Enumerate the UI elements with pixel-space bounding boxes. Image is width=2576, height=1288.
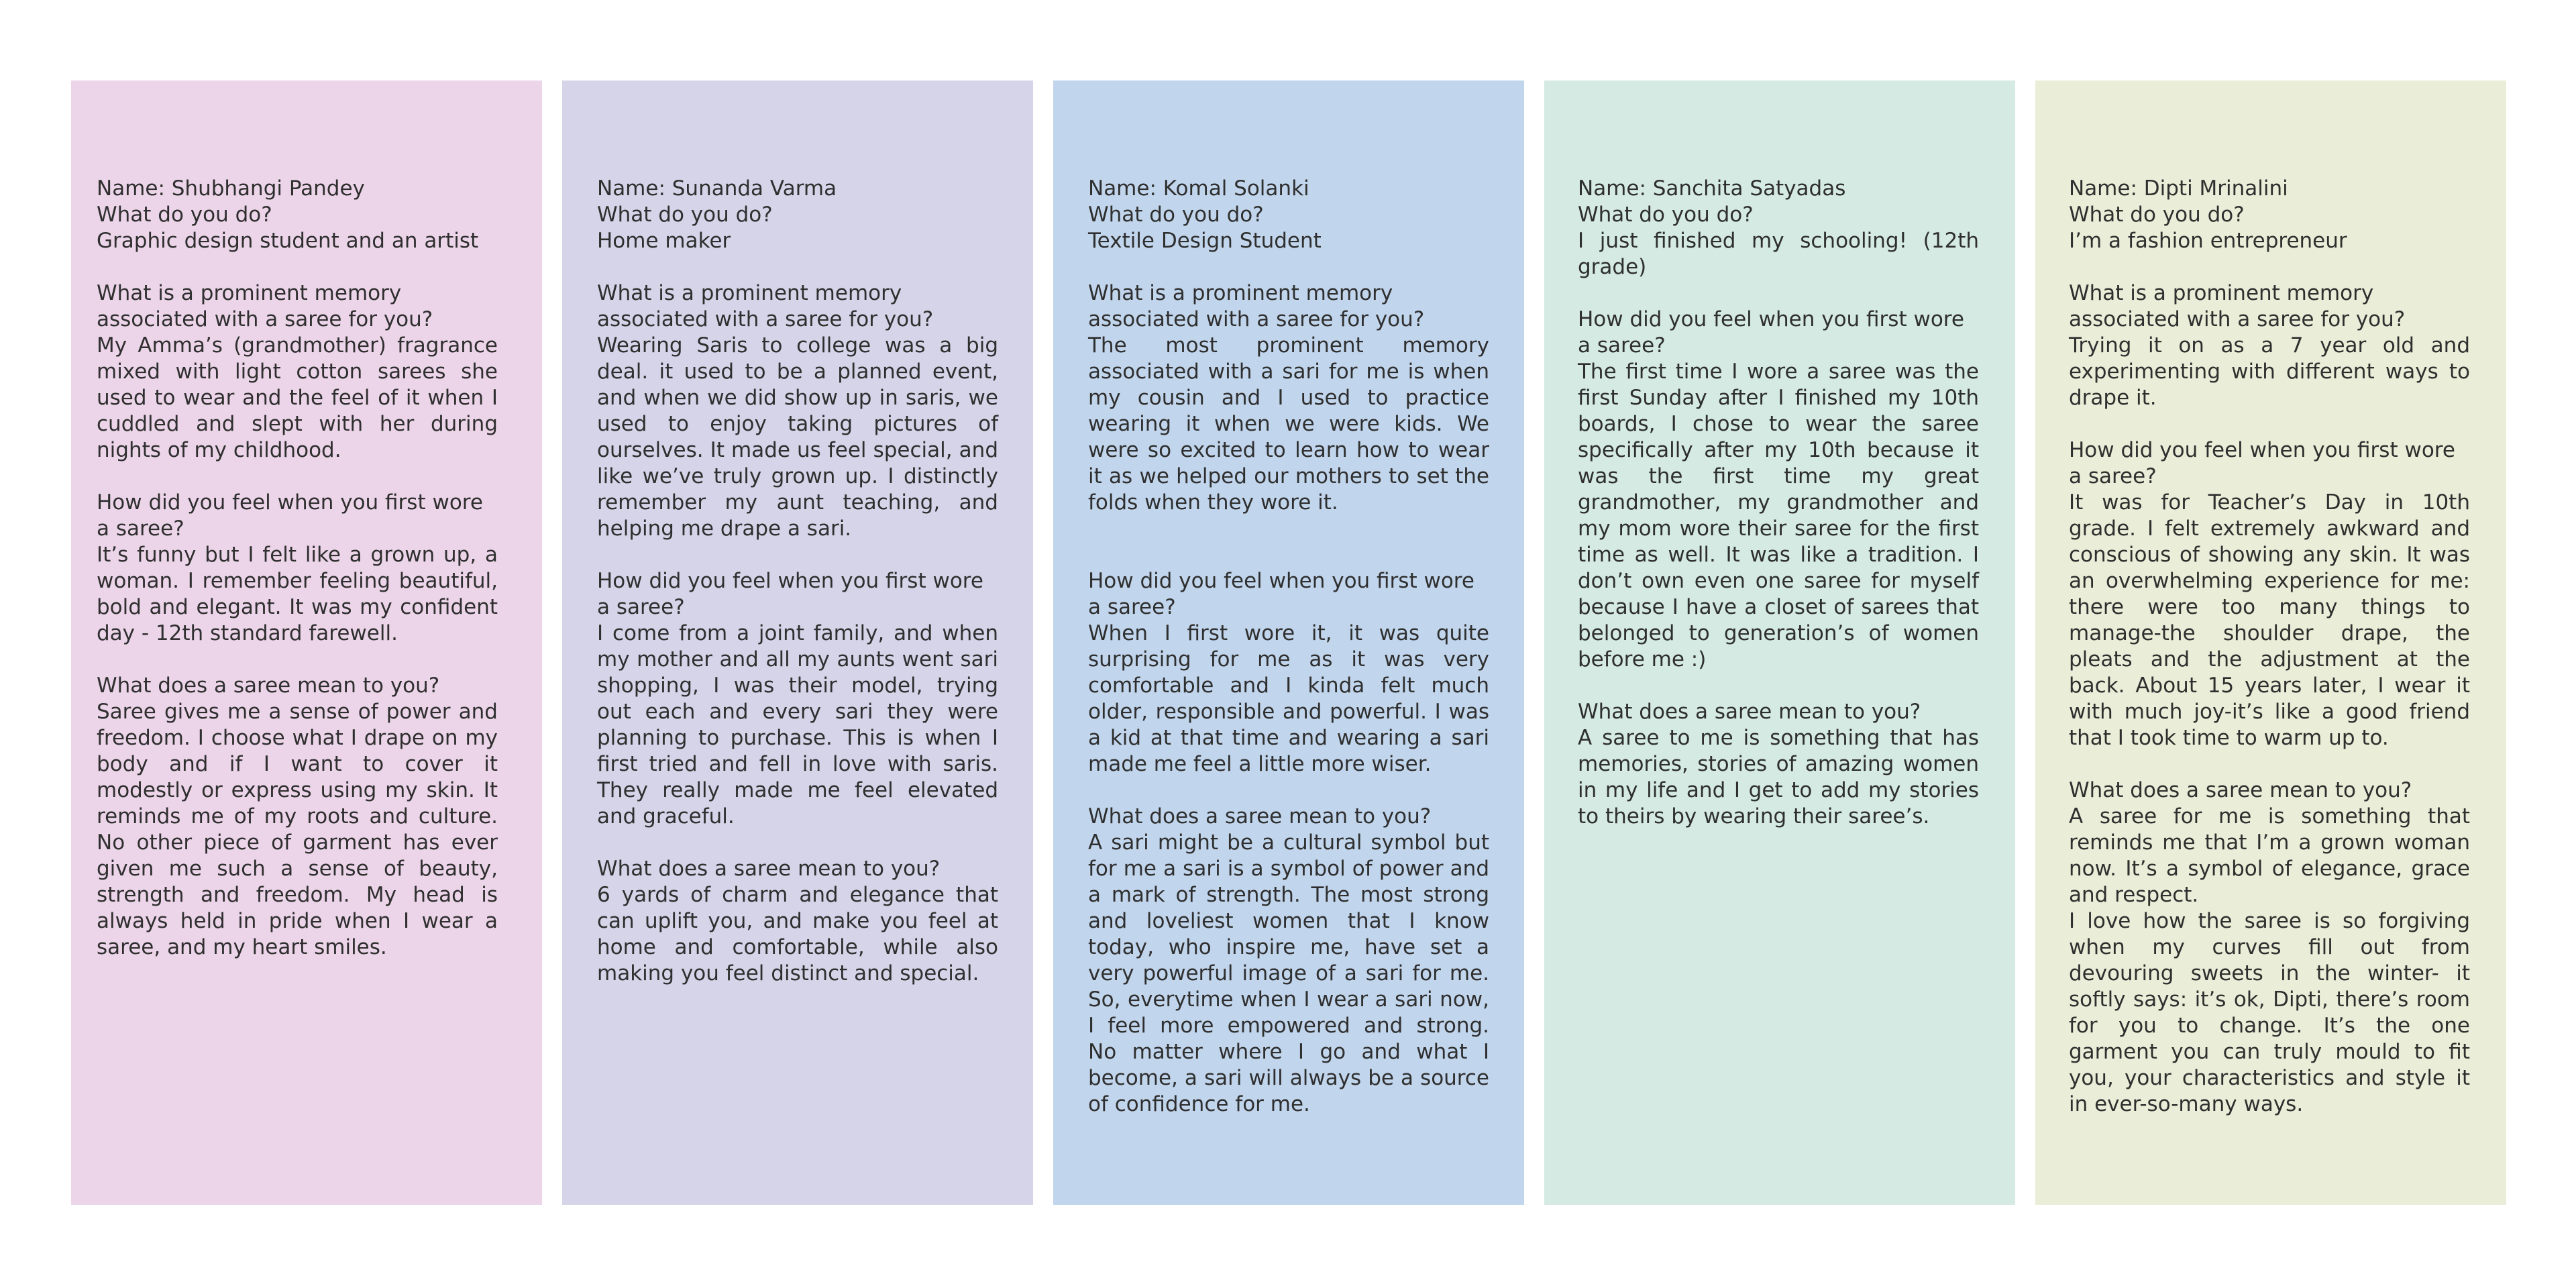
question-occupation: What do you do?	[1578, 203, 1754, 227]
answer-memory: Wearing Saris to college was a big deal. it used to be a planned event, and when we did show up in saris, we used to enjoy taking pictures of ourselves. It made us feel special, and like we’ve truly grown up. I distinctly remember my aunt teaching, and helping me drape a sari.	[597, 333, 998, 541]
question-meaning: What does a saree mean to you?	[97, 674, 440, 698]
answer-occupation: Graphic design student and an artist	[97, 229, 479, 253]
person-name: Name: Komal Solanki	[1088, 176, 1309, 201]
answer-meaning: 6 yards of charm and elegance that can uplift you, and make you feel at home and comfortable, while also making you feel distinct and special.	[597, 883, 998, 985]
question-first-wear: How did you feel when you first wore a saree?	[97, 490, 483, 541]
question-first-wear: How did you feel when you first wore a saree?	[597, 569, 983, 619]
answer-first-wear: It was for Teacher’s Day in 10th grade. I felt extremely awkward and conscious of showing any skin. It was an overwhelming experience for me: there were too many things to manage-the shoulder drape, the pleats and the adjustment at the back. About 15 years later, I wear it with much joy-it’s like a good friend that I took time to warm up to.	[2069, 490, 2470, 750]
question-memory: What is a prominent memory associated with a saree for you?	[2069, 281, 2406, 331]
question-first-wear: How did you feel when you first wore a saree?	[1578, 307, 1964, 358]
answer-meaning: A saree to me is something that has memories, stories of amazing women in my life and I get to add my stories to theirs by wearing their saree’s.	[1578, 726, 1979, 828]
person-name: Name: Shubhangi Pandey	[97, 176, 365, 201]
question-meaning: What does a saree mean to you?	[1578, 700, 1921, 724]
question-first-wear: How did you feel when you first wore a saree?	[1088, 569, 1474, 619]
person-name: Name: Sunanda Varma	[597, 176, 837, 201]
question-meaning: What does a saree mean to you?	[1088, 804, 1432, 828]
answer-memory: The most prominent memory associated with a sari for me is when my cousin and I used to practice wearing it when we were kids. We were so excited to learn how to wear it as we helped our mothers to set the folds when they wore it.	[1088, 333, 1489, 515]
answer-meaning: A saree for me is something that reminds me that I’m a grown woman now. It’s a symbol of elegance, grace and respect.	[2069, 804, 2470, 907]
answer-occupation: I’m a fashion entrepreneur	[2069, 229, 2347, 253]
person-name: Name: Sanchita Satyadas	[1578, 176, 1846, 201]
question-memory: What is a prominent memory associated with a saree for you?	[97, 281, 433, 331]
testimonial-card-shubhangi	[71, 80, 542, 1205]
answer-occupation: I just finished my schooling! (12th grade)	[1578, 229, 1979, 279]
question-first-wear: How did you feel when you first wore a saree?	[2069, 438, 2455, 488]
testimonial-card-komal	[1053, 80, 1524, 1205]
testimonial-card-sunanda	[562, 80, 1033, 1205]
question-meaning: What does a saree mean to you?	[2069, 778, 2412, 802]
question-occupation: What do you do?	[97, 203, 272, 227]
question-occupation: What do you do?	[2069, 203, 2245, 227]
answer-memory: Trying it on as a 7 year old and experimenting with different ways to drape it.	[2069, 333, 2470, 410]
answer-first-wear: When I first wore it, it was quite surprising for me as it was very comfortable and I kinda felt much older, responsible and powerful. I was a kid at that time and wearing a sari made me feel a little more wiser.	[1088, 621, 1489, 776]
answer-occupation: Home maker	[597, 229, 731, 253]
testimonial-card-dipti	[2035, 80, 2506, 1205]
question-occupation: What do you do?	[597, 203, 773, 227]
answer-occupation: Textile Design Student	[1088, 229, 1322, 253]
answer-memory: My Amma’s (grandmother) fragrance mixed with light cotton sarees she used to wear and the feel of it when I cuddled and slept with her during nights of my childhood.	[97, 333, 498, 462]
answer-meaning: Saree gives me a sense of power and freedom. I choose what I drape on my body and if I want to cover it modestly or express using my skin. It reminds me of my roots and culture. No other piece of garment has ever given me such a sense of beauty, strength and freedom. My head is always held in pride when I wear a saree, and my heart smiles.	[97, 700, 498, 959]
answer-meaning: A sari might be a cultural symbol but for me a sari is a symbol of power and a mark of strength. The most strong and loveliest women that I know today, who inspire me, have set a very powerful image of a sari for me. So, everytime when I wear a sari now, I feel more empowered and strong. No matter where I go and what I become, a sari will always be a source of confidence for me.	[1088, 830, 1489, 1116]
answer-first-wear: I come from a joint family, and when my mother and all my aunts went sari shopping, I was their model, trying out each and every sari they were planning to purchase. This is when I first tried and fell in love with saris. They really made me feel elevated and graceful.	[597, 621, 998, 828]
answer-first-wear: It’s funny but I felt like a grown up, a woman. I remember feeling beautiful, bold and elegant. It was my confident day - 12th standard farewell.	[97, 543, 498, 645]
question-meaning: What does a saree mean to you?	[597, 857, 941, 881]
question-memory: What is a prominent memory associated with a saree for you?	[597, 281, 934, 331]
answer-first-wear: The first time I wore a saree was the first Sunday after I finished my 10th boards, I chose to wear the saree specifically after my 10th because it was the first time my great grandmother, my grandmother and my mom wore their saree for the first time as well. It was like a tradition. I don’t own even one saree for myself because I have a closet of sarees that belonged to generation’s of women before me :)	[1578, 360, 1979, 672]
testimonial-card-sanchita	[1544, 80, 2015, 1205]
question-memory: What is a prominent memory associated with a saree for you?	[1088, 281, 1425, 331]
person-name: Name: Dipti Mrinalini	[2069, 176, 2288, 201]
question-occupation: What do you do?	[1088, 203, 1264, 227]
answer-meaning-continued: I love how the saree is so forgiving when my curves fill out from devouring sweets in the winter- it softly says: it’s ok, Dipti, there’s room for you to change. It’s the one garment you can truly mould to fit you, your characteristics and style it in ever-so-many ways.	[2069, 909, 2470, 1116]
